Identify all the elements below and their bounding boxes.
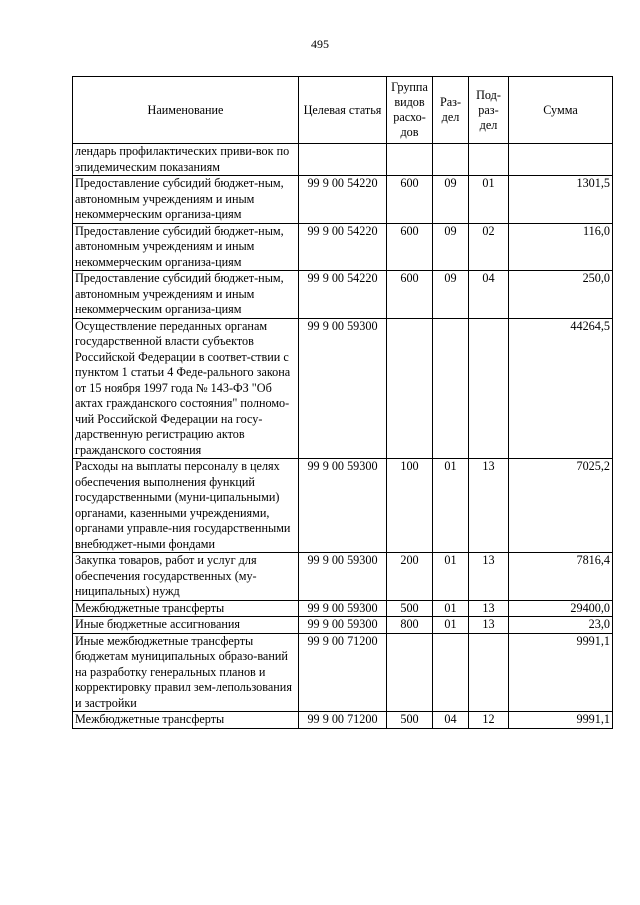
cell-code: 99 9 00 54220 bbox=[299, 176, 387, 224]
cell-sum: 29400,0 bbox=[509, 600, 613, 617]
cell-name: Иные межбюджетные трансферты бюджетам муниципальных образо-ваний на разработку генеральных планов и корректировку правил зем-лепользования и застройки bbox=[73, 633, 299, 712]
cell-name: Предоставление субсидий бюджет-ным, автономным учреждениям и иным некоммерческим организа-циям bbox=[73, 271, 299, 319]
cell-section: 09 bbox=[433, 176, 469, 224]
cell-group bbox=[387, 144, 433, 176]
cell-section: 01 bbox=[433, 553, 469, 601]
cell-name: Закупка товаров, работ и услуг для обеспечения государственных (му-ниципальных) нужд bbox=[73, 553, 299, 601]
cell-subsection: 13 bbox=[469, 459, 509, 553]
cell-section: 01 bbox=[433, 617, 469, 634]
budget-table bbox=[72, 76, 613, 729]
cell-sum: 1301,5 bbox=[509, 176, 613, 224]
cell-subsection bbox=[469, 633, 509, 712]
cell-group: 600 bbox=[387, 223, 433, 271]
cell-subsection: 01 bbox=[469, 176, 509, 224]
cell-section: 01 bbox=[433, 600, 469, 617]
cell-code: 99 9 00 59300 bbox=[299, 459, 387, 553]
cell-section bbox=[433, 633, 469, 712]
cell-subsection: 13 bbox=[469, 553, 509, 601]
cell-name: Межбюджетные трансферты bbox=[73, 600, 299, 617]
table-row bbox=[73, 553, 613, 601]
header-group: Группа видов расхо-дов bbox=[387, 77, 433, 144]
cell-sum: 250,0 bbox=[509, 271, 613, 319]
cell-subsection: 13 bbox=[469, 617, 509, 634]
cell-subsection: 12 bbox=[469, 712, 509, 729]
table-row bbox=[73, 271, 613, 319]
cell-sum: 7816,4 bbox=[509, 553, 613, 601]
cell-group bbox=[387, 633, 433, 712]
cell-section: 09 bbox=[433, 271, 469, 319]
table-row bbox=[73, 318, 613, 459]
cell-code: 99 9 00 59300 bbox=[299, 617, 387, 634]
cell-group: 500 bbox=[387, 712, 433, 729]
cell-code: 99 9 00 54220 bbox=[299, 223, 387, 271]
table-header-row bbox=[73, 77, 613, 144]
header-name: Наименование bbox=[73, 77, 299, 144]
cell-name: лендарь профилактических приви-вок по эпидемическим показаниям bbox=[73, 144, 299, 176]
cell-subsection: 13 bbox=[469, 600, 509, 617]
cell-group: 500 bbox=[387, 600, 433, 617]
table-body bbox=[73, 144, 613, 729]
table-row bbox=[73, 712, 613, 729]
cell-name: Межбюджетные трансферты bbox=[73, 712, 299, 729]
header-subsection: Под-раз-дел bbox=[469, 77, 509, 144]
cell-code: 99 9 00 59300 bbox=[299, 600, 387, 617]
table-row bbox=[73, 459, 613, 553]
cell-code: 99 9 00 59300 bbox=[299, 318, 387, 459]
cell-subsection: 04 bbox=[469, 271, 509, 319]
cell-name: Предоставление субсидий бюджет-ным, автономным учреждениям и иным некоммерческим организа-циям bbox=[73, 176, 299, 224]
header-sum: Сумма bbox=[509, 77, 613, 144]
cell-group: 600 bbox=[387, 271, 433, 319]
cell-name: Расходы на выплаты персоналу в целях обеспечения выполнения функций государственными (муни-ципальными) органами, казенными учреждениями, органами управле-ния государственными внебюджет-ными фондами bbox=[73, 459, 299, 553]
cell-sum: 116,0 bbox=[509, 223, 613, 271]
cell-section: 01 bbox=[433, 459, 469, 553]
cell-sum bbox=[509, 144, 613, 176]
cell-sum: 9991,1 bbox=[509, 712, 613, 729]
cell-subsection bbox=[469, 318, 509, 459]
cell-code: 99 9 00 59300 bbox=[299, 553, 387, 601]
cell-name: Предоставление субсидий бюджет-ным, автономным учреждениям и иным некоммерческим организа-циям bbox=[73, 223, 299, 271]
cell-sum: 23,0 bbox=[509, 617, 613, 634]
cell-sum: 44264,5 bbox=[509, 318, 613, 459]
page-number: 495 bbox=[311, 37, 329, 51]
cell-section bbox=[433, 318, 469, 459]
cell-code: 99 9 00 71200 bbox=[299, 633, 387, 712]
header-section: Раз-дел bbox=[433, 77, 469, 144]
table-row bbox=[73, 144, 613, 176]
cell-group: 800 bbox=[387, 617, 433, 634]
cell-code: 99 9 00 54220 bbox=[299, 271, 387, 319]
cell-group: 100 bbox=[387, 459, 433, 553]
cell-code: 99 9 00 71200 bbox=[299, 712, 387, 729]
cell-group bbox=[387, 318, 433, 459]
cell-group: 600 bbox=[387, 176, 433, 224]
cell-name: Осуществление переданных органам государственной власти субъектов Российской Федерации в соответ-ствии с пунктом 1 статьи 4 Феде-рального закона от 15 ноября 1997 года № 143-ФЗ "Об актах гражданского состояния" полномо-чий Российской Федерации на госу-дарственную регистрацию актов гражданского состояния bbox=[73, 318, 299, 459]
cell-subsection bbox=[469, 144, 509, 176]
cell-section: 04 bbox=[433, 712, 469, 729]
cell-subsection: 02 bbox=[469, 223, 509, 271]
cell-sum: 9991,1 bbox=[509, 633, 613, 712]
table-row bbox=[73, 176, 613, 224]
cell-code bbox=[299, 144, 387, 176]
cell-group: 200 bbox=[387, 553, 433, 601]
table-row bbox=[73, 223, 613, 271]
cell-section: 09 bbox=[433, 223, 469, 271]
cell-sum: 7025,2 bbox=[509, 459, 613, 553]
table-row bbox=[73, 617, 613, 634]
table-row bbox=[73, 633, 613, 712]
cell-name: Иные бюджетные ассигнования bbox=[73, 617, 299, 634]
cell-section bbox=[433, 144, 469, 176]
header-code: Целевая статья bbox=[299, 77, 387, 144]
table-row bbox=[73, 600, 613, 617]
